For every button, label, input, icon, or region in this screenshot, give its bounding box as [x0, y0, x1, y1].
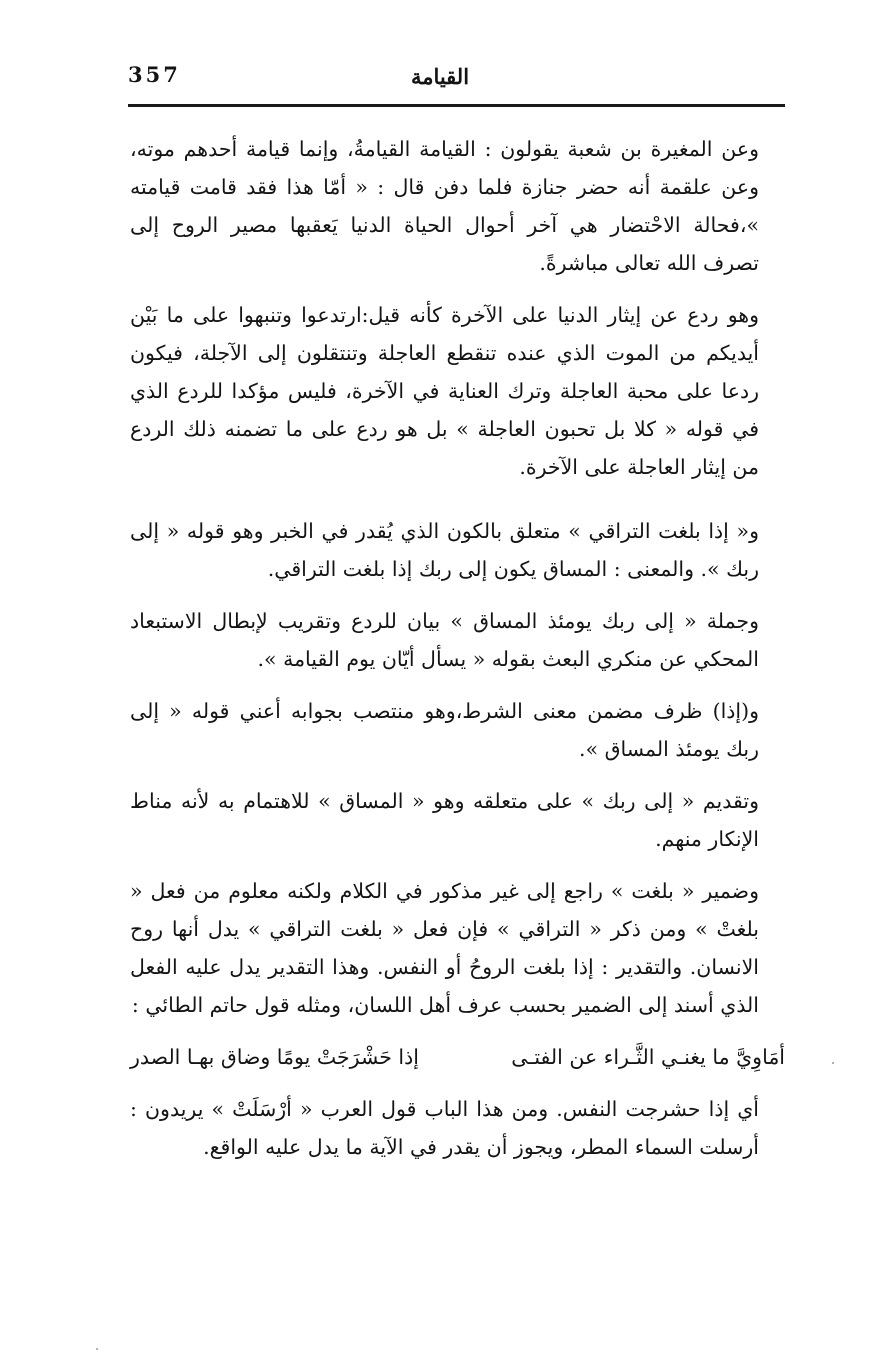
- page-number: 357: [128, 62, 181, 87]
- paragraph: وتقديم « إلى ربك » على متعلقه وهو « المساق » للاهتمام به لأنه مناط الإنكار منهم.: [130, 789, 759, 851]
- paragraph: وضمير « بلغت » راجع إلى غير مذكور في الكلام ولكنه معلوم من فعل « بلغتْ » ومن ذكر « التراقي » فإن فعل « بلغت التراقي » يدل أنها روح الانسان. والتقدير : إذا بلغت الروحُ أو النفس. وهذا التقدير يدل عليه الفعل الذي أسند إلى الضمير بحسب عرف أهل اللسان، ومثله قول حاتم الطائي :: [130, 879, 759, 1017]
- running-title: القيامة: [410, 64, 470, 89]
- verse-second-hemistich: إذا حَشْرَجَتْ يومًا وضاق بهـا الصدر: [130, 1045, 419, 1069]
- header-rule: [128, 104, 785, 107]
- poetry-verse: [130, 1038, 785, 1076]
- body-text: [130, 130, 785, 1180]
- paragraph: أي إذا حشرجت النفس. ومن هذا الباب قول العرب « أرْسَلَتْ » يريدون : أرسلت السماء المطر، ويجوز أن يقدر في الآية ما يدل عليه الواقع.: [130, 1097, 759, 1159]
- paragraph: و(إذا) ظرف مضمن معنى الشرط،وهو منتصب بجوابه أعني قوله « إلى ربك يومئذ المساق ».: [130, 699, 759, 761]
- verse-first-hemistich: أمَاوِيَّ ما يغنـي الثَّـراء عن الفتـى: [511, 1045, 785, 1069]
- scan-speck: [832, 1062, 834, 1064]
- paragraph: و« إذا بلغت التراقي » متعلق بالكون الذي يُقدر في الخبر وهو قوله « إلى ربك ». والمعنى : المساق يكون إلى ربك إذا بلغت التراقي.: [130, 519, 759, 581]
- paragraph: وهو ردع عن إيثار الدنيا على الآخرة كأنه قيل:ارتدعوا وتنبهوا على ما بَيْن أيديكم من الموت الذي عنده تنقطع العاجلة وتنتقلون إلى الآجلة، فيكون ردعا على محبة العاجلة وترك العناية في الآخرة، فليس مؤكدا للردع الذي في قوله « كلا بل تحبون العاجلة » بل هو ردع على ما تضمنه ذلك الردع من إيثار العاجلة على الآخرة.: [130, 303, 759, 479]
- paragraph: وعن المغيرة بن شعبة يقولون : القيامة القيامةُ، وإنما قيامة أحدهم موته، وعن علقمة أنه حضر جنازة فلما دفن قال : « أمّا هذا فقد قامت قيامته »،فحالة الاحْتضار هي آخر أحوال الحياة الدنيا يَعقبها مصير الروح إلى تصرف الله تعالى مباشرةً.: [130, 137, 759, 275]
- paragraph: وجملة « إلى ربك يومئذ المساق » بيان للردع وتقريب لإبطال الاستبعاد المحكي عن منكري البعث بقوله « يسأل أيّان يوم القيامة ».: [130, 609, 759, 671]
- scan-speck: [96, 1348, 98, 1350]
